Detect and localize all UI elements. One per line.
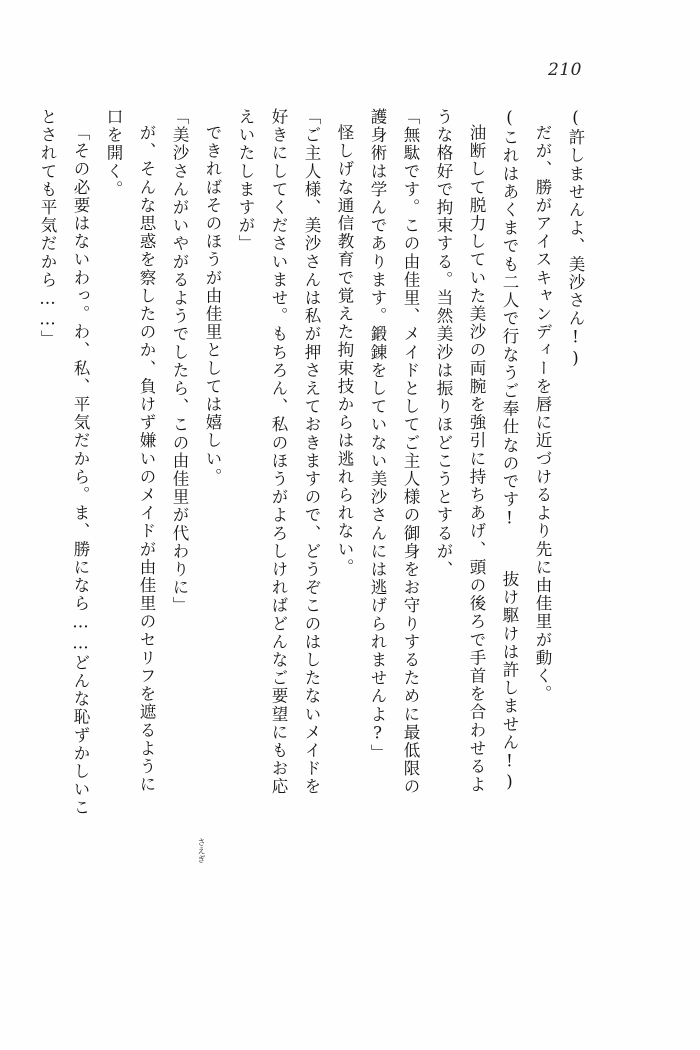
text-line: 怪しげな通信教育で覚えた拘束技からは逃れられない。 [335, 124, 354, 577]
page-number: 210 [548, 60, 582, 80]
body-text [38, 108, 592, 1008]
text-line: (これはあくまでも二人で行なうご奉仕なのです! 抜け駆けは許しません!) [500, 108, 519, 793]
text-line: (許しませんよ、美沙さん!) [566, 108, 585, 369]
text-line: 「美沙さんがいやがるようでしたら、この由佳里が代わりに」 [170, 108, 189, 615]
text-line: 油断して脱力していた美沙の両腕を強引に持ちあげ、頭の後ろで手首を合わせるよ [467, 124, 486, 794]
text-line: 「その必要はないわっ。わ、私、平気だから。ま、勝になら……どんな恥ずかしいこ [71, 124, 90, 817]
text-line: うな格好で拘束する。当然美沙は振りほどこうとするが、 [434, 108, 453, 579]
text-line: 口を開く。 [104, 108, 123, 199]
text-line: できればそのほうが由佳里としては嬉しい。 [203, 124, 222, 486]
text-line: 護身術は学んであります。鍛錬をしていない美沙さんには逃げられませんよ?」 [368, 108, 387, 763]
text-line: とされても平気だから……」 [38, 108, 57, 349]
ruby-annotation: さえぎ [197, 838, 206, 864]
text-line: が、そんな思惑を察したのか、負けず嫌いのメイドが由佳里のセリフを遮るように [137, 124, 156, 794]
text-line: 好きにしてくださいませ。もちろん、私のほうがよろしければどんなご要望にもお応 [269, 108, 288, 796]
text-line: えいたしますが」 [236, 108, 255, 253]
text-line: 「無駄です。この由佳里、メイドとしてご主人様の御身をお守りするために最低限の [401, 108, 420, 796]
text-line: だが、勝がアイスキャンディーを唇に近づけるより先に由佳里が動く。 [533, 124, 552, 704]
text-line: 「ご主人様、美沙さんは私が押さえておきますので、どうぞこのはしたないメイドを [302, 108, 321, 796]
